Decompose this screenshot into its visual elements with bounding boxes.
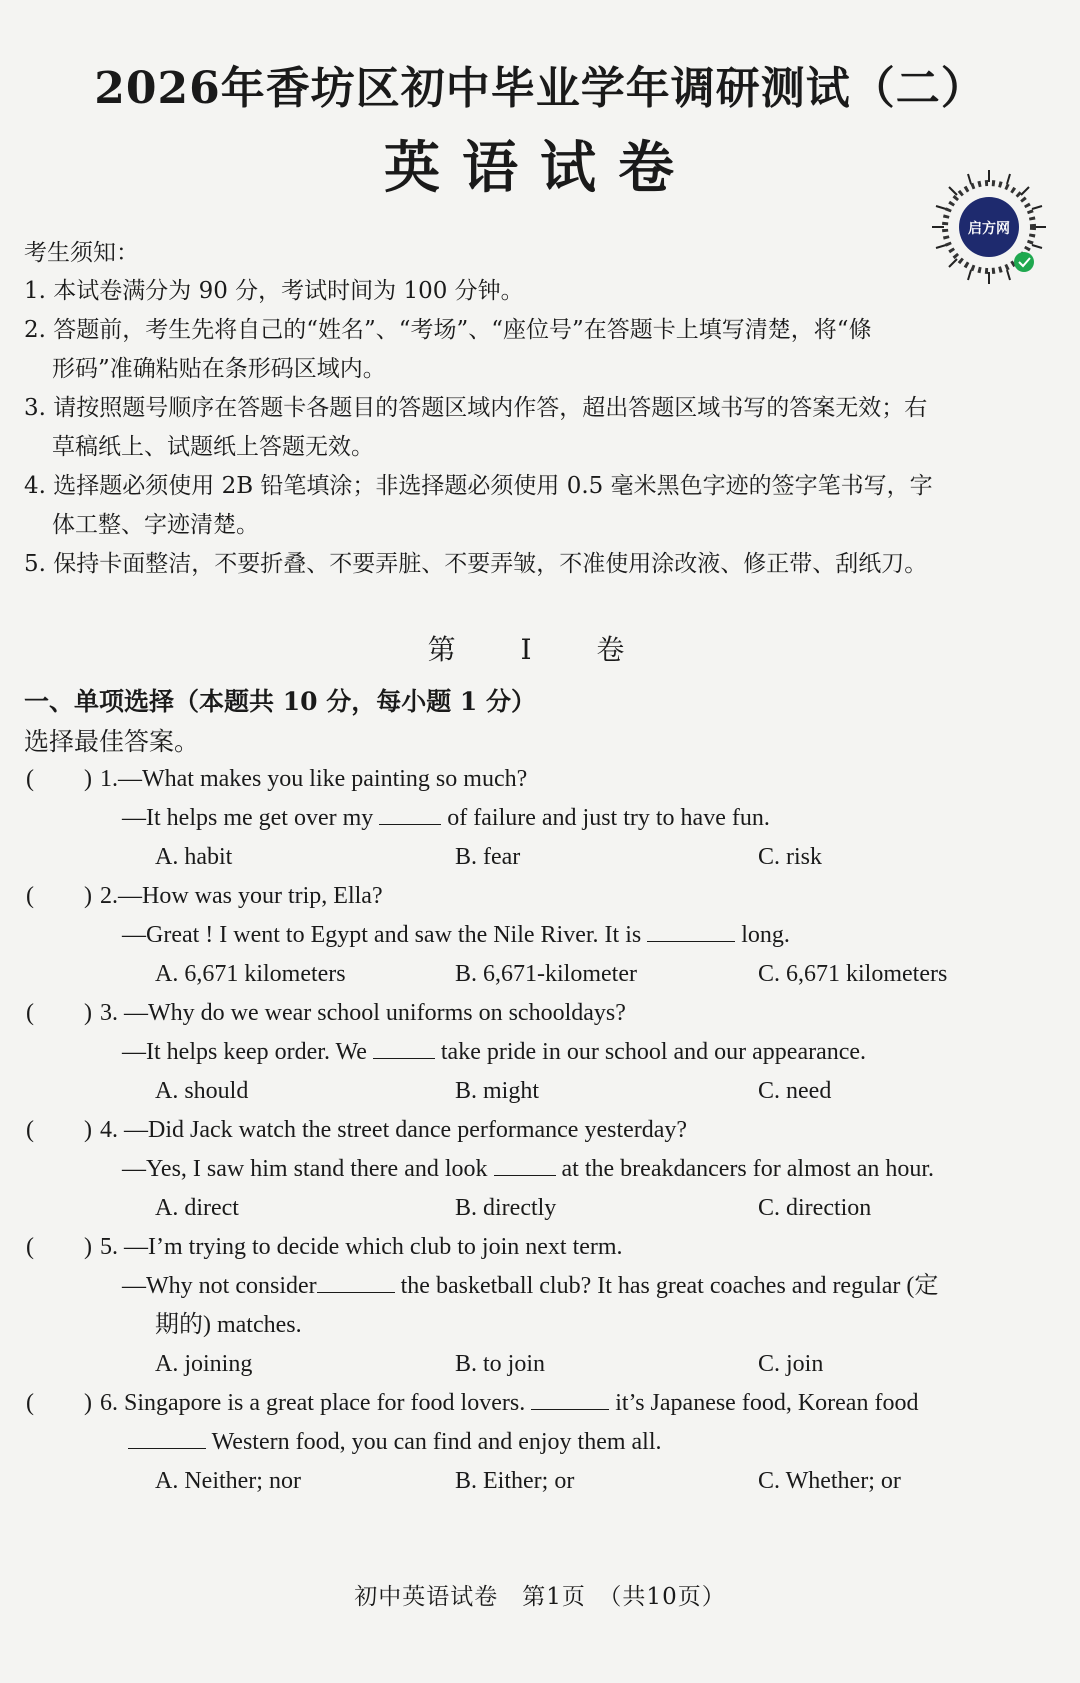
option-a: A. Neither; nor <box>155 1468 301 1494</box>
option-c: C. join <box>758 1351 824 1377</box>
option-b: B. Either; or <box>455 1468 575 1494</box>
question-4-stem: ( ) 4. —Did Jack watch the street dance performance yesterday? <box>0 1111 1080 1150</box>
notice-item-1: 1. 本试卷满分为 90 分，考试时间为 100 分钟。 <box>24 278 524 304</box>
option-a: A. 6,671 kilometers <box>155 961 346 987</box>
question-3-reply: —It helps keep order. We take pride in our school and our appearance. <box>0 1033 1080 1072</box>
question-5-options <box>0 1345 1080 1384</box>
option-b: B. to join <box>455 1351 546 1377</box>
exam-subtitle: 英语试卷 <box>384 135 696 201</box>
question-2-stem: ( ) 2.—How was your trip, Ella? <box>0 877 1080 916</box>
option-c: C. 6,671 kilometers <box>758 961 948 987</box>
notice-item-5: 5. 保持卡面整洁，不要折叠、不要弄脏、不要弄皱，不准使用涂改液、修正带、刮纸刀。 <box>24 551 928 577</box>
option-c: C. direction <box>758 1195 872 1221</box>
option-c: C. need <box>758 1078 832 1104</box>
answer-blank <box>494 1153 556 1176</box>
exam-title: 2026年香坊区初中毕业学年调研测试（二） <box>94 63 986 114</box>
answer-blank <box>379 802 441 825</box>
question-1-options <box>0 838 1080 877</box>
answer-paren-open: ( <box>26 766 34 792</box>
question-3-options <box>0 1072 1080 1111</box>
answer-paren-close: ) <box>84 883 92 909</box>
answer-paren-close: ) <box>84 766 92 792</box>
answer-blank <box>647 919 735 942</box>
question-5-stem: ( ) 5. —I’m trying to decide which club to join next term. <box>0 1228 1080 1267</box>
section-title: 第 Ⅰ 卷 <box>427 633 653 666</box>
answer-paren-open: ( <box>26 1390 34 1416</box>
option-a: A. should <box>155 1078 249 1104</box>
option-a: A. habit <box>155 844 233 870</box>
question-4-options <box>0 1189 1080 1228</box>
option-a: A. joining <box>155 1351 253 1377</box>
option-b: B. might <box>455 1078 540 1104</box>
answer-paren-open: ( <box>26 1117 34 1143</box>
question-6-options <box>0 1462 1080 1501</box>
answer-paren-close: ) <box>84 1000 92 1026</box>
exam-notice <box>24 234 1034 584</box>
option-b: B. 6,671-kilometer <box>455 961 637 987</box>
option-b: B. fear <box>455 844 521 870</box>
question-list <box>0 760 1080 1501</box>
answer-paren-open: ( <box>26 1000 34 1026</box>
qr-logo-text: 启方网 <box>968 221 1010 237</box>
answer-blank <box>531 1387 609 1410</box>
page-footer: 初中英语试卷 第1页 （共10页） <box>354 1584 726 1610</box>
answer-paren-close: ) <box>84 1117 92 1143</box>
option-b: B. directly <box>455 1195 557 1221</box>
question-6-stem: ( ) 6. Singapore is a great place for food lovers. it’s Japanese food, Korean food <box>0 1384 1080 1423</box>
notice-item-3: 3. 请按照题号顺序在答题卡各题目的答题区域内作答，超出答题区域书写的答案无效；右 草稿纸上、试题纸上答题无效。 <box>24 395 928 460</box>
option-a: A. direct <box>155 1195 239 1221</box>
answer-blank <box>128 1426 206 1449</box>
question-5-reply-cont: 期的) matches. <box>155 1312 302 1338</box>
question-1-reply: —It helps me get over my of failure and just try to have fun. <box>0 799 1080 838</box>
option-c: C. risk <box>758 844 823 870</box>
question-6-stem-cont: Western food, you can find and enjoy them all. <box>0 1423 1080 1462</box>
notice-item-4: 4. 选择题必须使用 2B 铅笔填涂；非选择题必须使用 0.5 毫米黑色字迹的签字笔书写，字 体工整、字迹清楚。 <box>24 473 933 538</box>
question-1-stem: ( ) 1.—What makes you like painting so much? <box>0 760 1080 799</box>
option-c: C. Whether; or <box>758 1468 901 1494</box>
part-instruction: 选择最佳答案。 <box>24 727 200 756</box>
question-3-stem: ( ) 3. —Why do we wear school uniforms on schooldays? <box>0 994 1080 1033</box>
answer-paren-close: ) <box>84 1234 92 1260</box>
question-2-reply: —Great ! I went to Egypt and saw the Nile River. It is long. <box>0 916 1080 955</box>
question-5-reply: —Why not consider the basketball club? It has great coaches and regular (定 <box>0 1267 1080 1306</box>
answer-blank <box>317 1270 395 1293</box>
question-4-reply: —Yes, I saw him stand there and look at the breakdancers for almost an hour. <box>0 1150 1080 1189</box>
question-2-options <box>0 955 1080 994</box>
answer-paren-open: ( <box>26 883 34 909</box>
answer-paren-open: ( <box>26 1234 34 1260</box>
notice-heading: 考生须知： <box>24 240 139 266</box>
notice-item-2: 2. 答题前，考生先将自己的“姓名”、“考场”、“座位号”在答题卡上填写清楚，将“條 形码”准确粘贴在条形码区域内。 <box>24 317 872 382</box>
part-heading: 一、单项选择（本题共 10 分，每小题 1 分） <box>24 687 537 716</box>
answer-blank <box>373 1036 435 1059</box>
answer-paren-close: ) <box>84 1390 92 1416</box>
